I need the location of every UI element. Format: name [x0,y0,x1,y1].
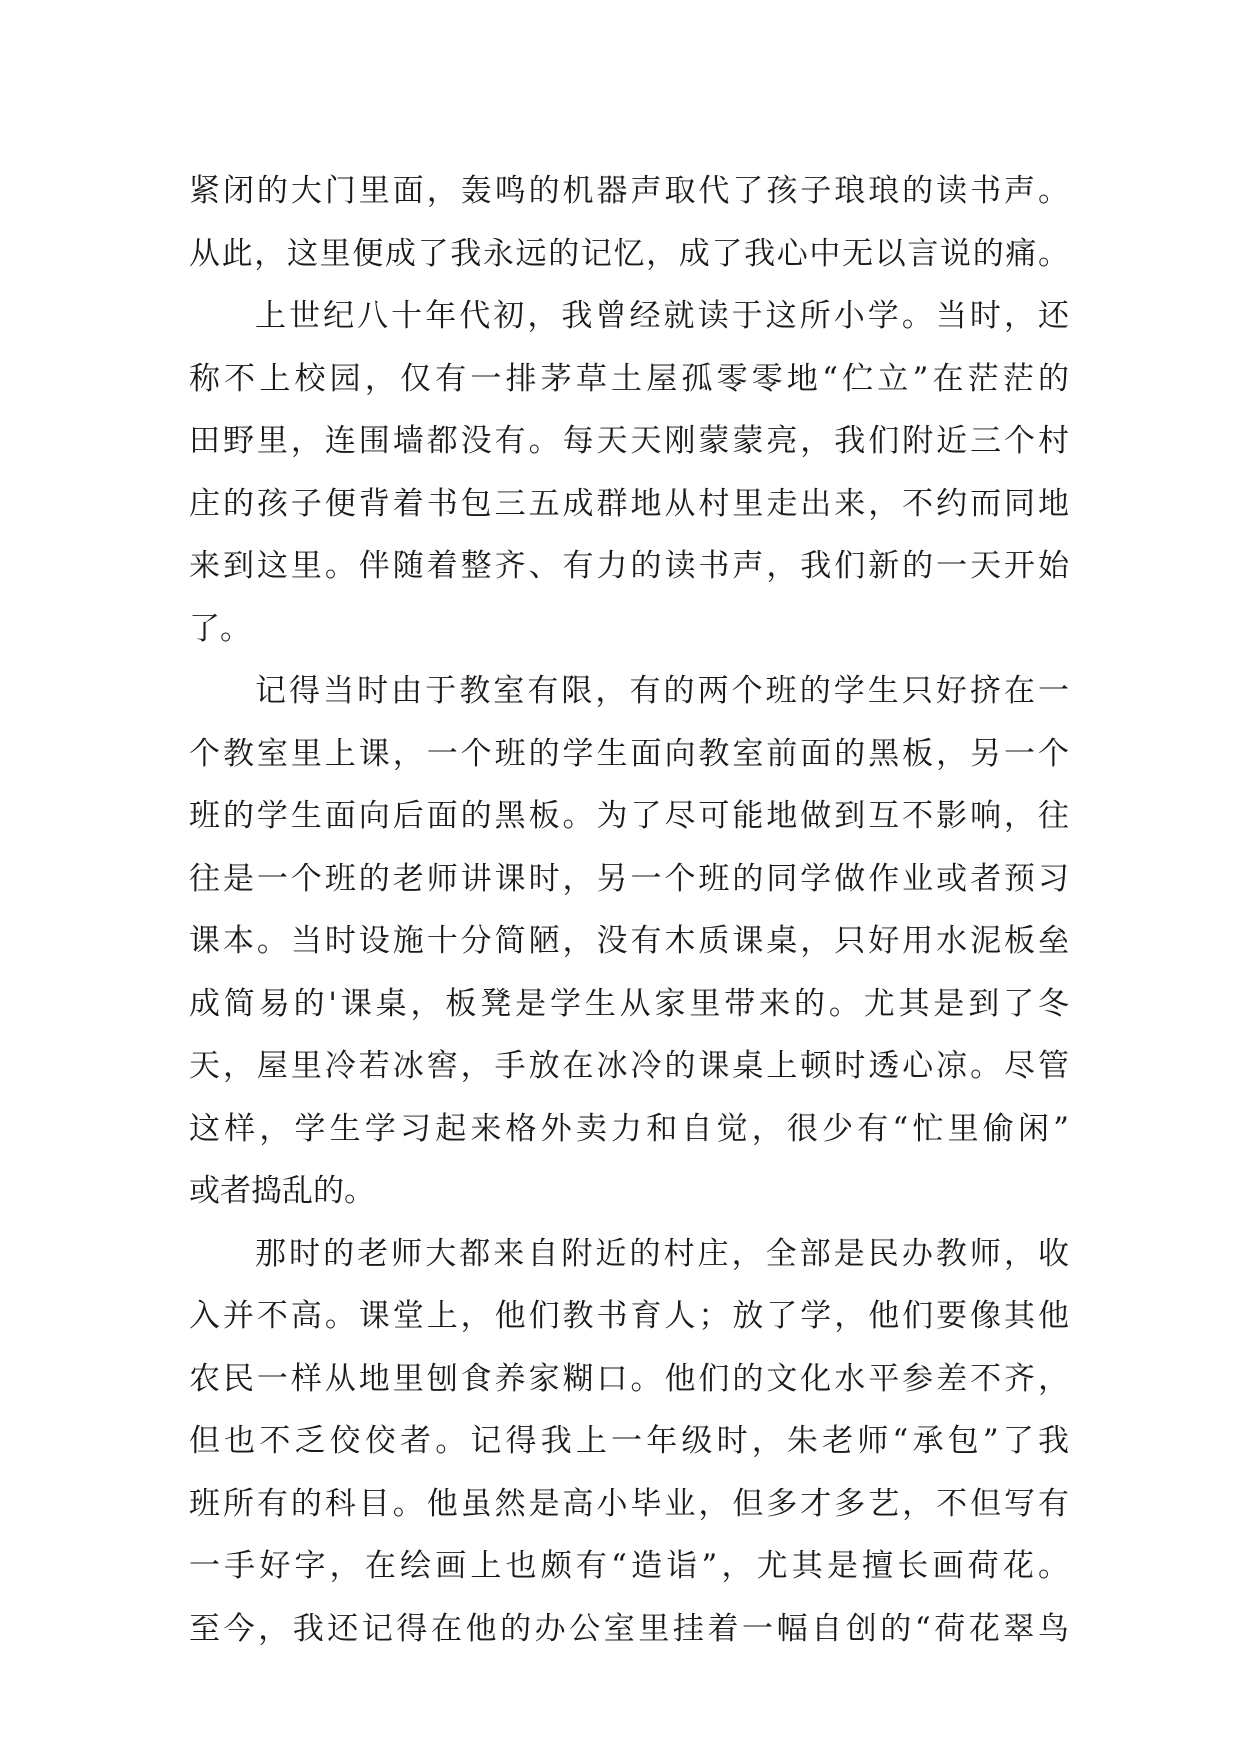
text-line: 田野里，连围墙都没有。每天天刚蒙蒙亮，我们附近三个村 [189,423,1069,459]
text-line: 称不上校园，仅有一排茅草土屋孤零零地“伫立”在茫茫的 [189,360,1069,397]
text-line: 农民一样从地里刨食养家糊口。他们的文化水平参差不齐， [189,1360,1069,1397]
text-line: 或者捣乱的。 [189,1173,375,1209]
text-line: 课本。当时设施十分简陋，没有木质课桌，只好用水泥板垒 [189,923,1069,959]
text-line: 一手好字，在绘画上也颇有“造诣”，尤其是擅长画荷花。 [189,1548,1069,1584]
text-line: 那时的老师大都来自附近的村庄，全部是民办教师，收 [255,1235,1069,1272]
text-line: 天，屋里冷若冰窖，手放在冰冷的课桌上顿时透心凉。尽管 [189,1048,1069,1084]
body-text [189,160,1069,1660]
text-line: 至今，我还记得在他的办公室里挂着一幅自创的“荷花翠鸟 [189,1610,1069,1647]
text-line: 入并不高。课堂上，他们教书育人；放了学，他们要像其他 [189,1298,1069,1334]
text-line: 上世纪八十年代初，我曾经就读于这所小学。当时，还 [255,298,1069,334]
text-line: 从此，这里便成了我永远的记忆，成了我心中无以言说的痛。 [189,235,1069,272]
text-line: 个教室里上课，一个班的学生面向教室前面的黑板，另一个 [189,735,1069,772]
text-line: 往是一个班的老师讲课时，另一个班的同学做作业或者预习 [189,860,1069,897]
text-line: 紧闭的大门里面，轰鸣的机器声取代了孩子琅琅的读书声。 [189,173,1069,209]
text-line: 庄的孩子便背着书包三五成群地从村里走出来，不约而同地 [189,485,1069,522]
text-line: 班所有的科目。他虽然是高小毕业，但多才多艺，不但写有 [189,1485,1069,1522]
text-line: 班的学生面向后面的黑板。为了尽可能地做到互不影响，往 [189,798,1069,834]
text-line: 记得当时由于教室有限，有的两个班的学生只好挤在一 [255,673,1069,709]
text-line: 这样，学生学习起来格外卖力和自觉，很少有“忙里偷闲” [189,1110,1069,1147]
text-line: 了。 [189,610,251,647]
text-line: 成简易的'课桌，板凳是学生从家里带来的。尤其是到了冬 [189,985,1069,1022]
text-line: 来到这里。伴随着整齐、有力的读书声，我们新的一天开始 [189,548,1069,584]
text-line: 但也不乏佼佼者。记得我上一年级时，朱老师“承包”了我 [189,1423,1069,1459]
